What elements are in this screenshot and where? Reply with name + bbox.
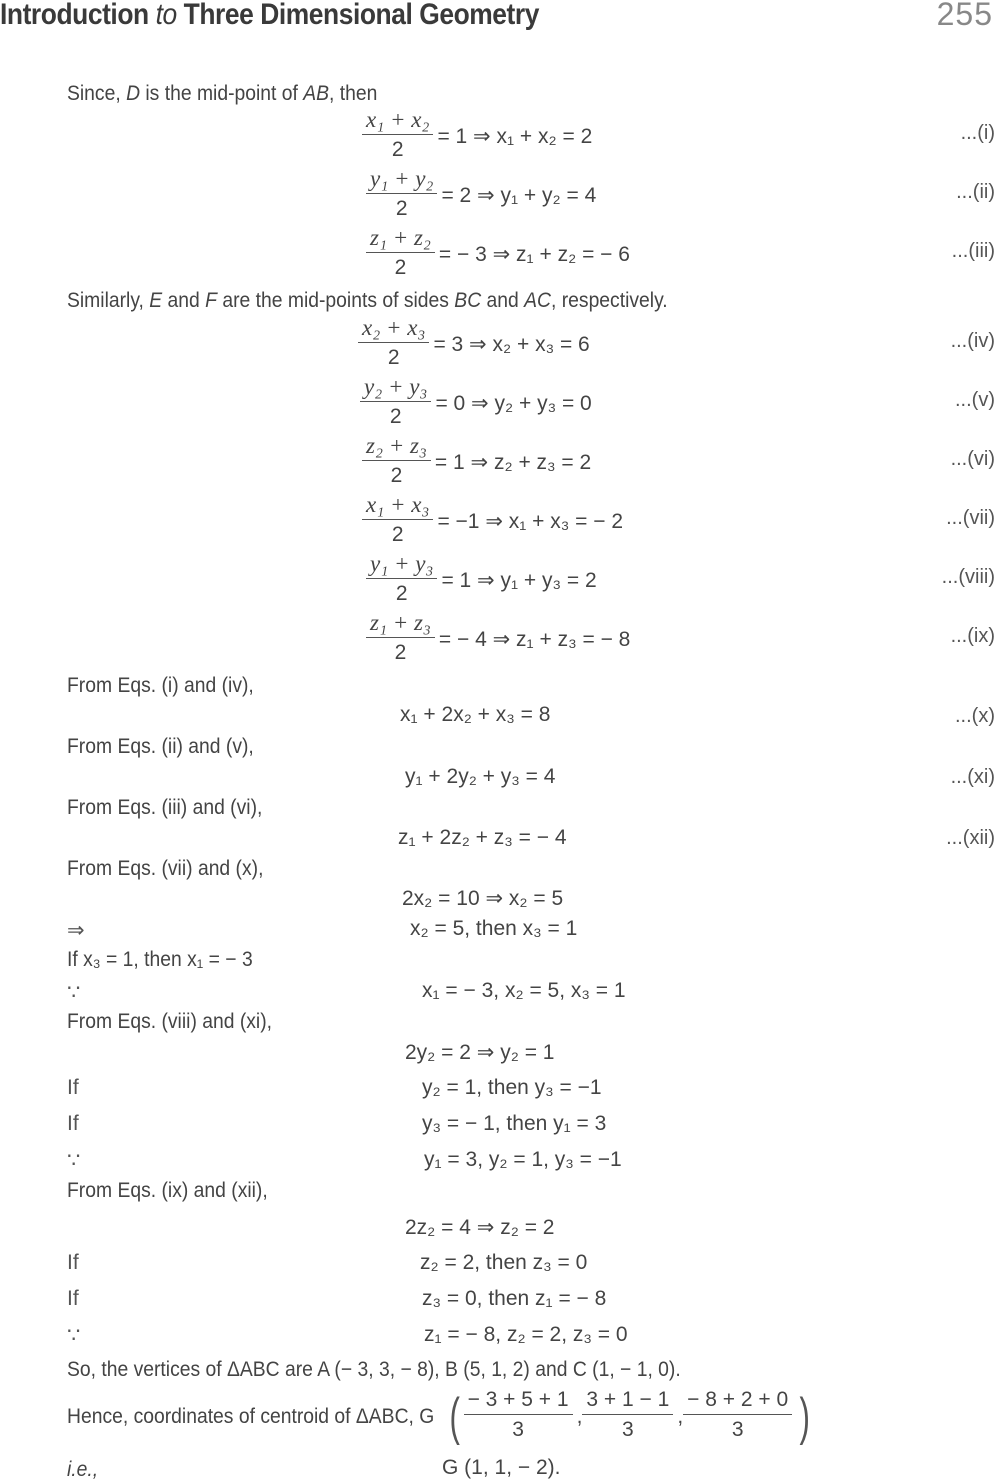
title-italic: to: [155, 0, 177, 31]
if-label: If: [67, 1251, 79, 1274]
eq-tag-vi: ...(vi): [950, 448, 995, 470]
eq-tag-i: ...(i): [960, 122, 995, 144]
label-from-viii-xi: From Eqs. (viii) and (xi),: [67, 1010, 273, 1033]
label-from-ii-v: From Eqs. (ii) and (v),: [67, 735, 254, 758]
fraction-x: [464, 1388, 573, 1445]
page-number: 255: [936, 0, 993, 32]
eq-tag-xii: ...(xii): [946, 827, 995, 849]
eq-tag-vii: ...(vii): [946, 507, 995, 529]
implies-symbol: ⇒: [67, 919, 85, 942]
eq-tag-x: ...(x): [955, 705, 995, 727]
because-symbol: ∵: [67, 1149, 81, 1172]
eq-tag-ix: ...(ix): [950, 625, 995, 647]
eq-2x2: 2x₂ = 10 ⇒ x₂ = 5: [402, 887, 564, 910]
comma: ,: [576, 1404, 583, 1428]
equation-iii: [366, 226, 630, 283]
similarly-text: [67, 289, 668, 313]
numerator: z₂ + z₃: [362, 434, 431, 461]
if-label: If: [67, 1112, 79, 1135]
fraction: [360, 375, 431, 432]
because-symbol: ∵: [67, 1324, 81, 1347]
point-d: D: [126, 82, 141, 105]
rhs: = − 3 ⇒ z₁ + z₂ = − 6: [438, 243, 630, 266]
numerator: y₂ + y₃: [360, 375, 431, 402]
text: are the mid-points of sides: [216, 289, 455, 312]
chapter-title: [0, 0, 539, 32]
numerator: 3 + 1 − 1: [582, 1388, 673, 1415]
z-result: z₁ = − 8, z₂ = 2, z₃ = 0: [424, 1323, 628, 1346]
equation-i: [362, 108, 592, 165]
eq-tag-ii: ...(ii): [956, 181, 995, 203]
side-ac: AC: [524, 289, 551, 312]
if-label: If: [67, 1076, 79, 1099]
eq-y2-then-y3: y₂ = 1, then y₃ = −1: [422, 1076, 602, 1099]
equation-v: [360, 375, 592, 432]
segment-ab: AB: [303, 82, 330, 105]
numerator: − 3 + 5 + 1: [464, 1388, 573, 1415]
eq-z2-then-z3: z₂ = 2, then z₃ = 0: [420, 1251, 588, 1274]
fraction: [366, 226, 435, 283]
title-part-2: Three Dimensional Geometry: [183, 0, 539, 31]
eq-x2-then-x3: x₂ = 5, then x₃ = 1: [410, 917, 578, 940]
if-label: If: [67, 1287, 79, 1310]
denominator: 2: [395, 582, 408, 605]
rhs: = − 4 ⇒ z₁ + z₃ = − 8: [438, 628, 631, 651]
numerator: y₁ + y₃: [366, 552, 437, 579]
eq-2y2: 2y₂ = 2 ⇒ y₂ = 1: [405, 1041, 555, 1064]
denominator: 3: [731, 1418, 744, 1441]
equation-xi: y₁ + 2y₂ + y₃ = 4: [405, 765, 556, 788]
because-symbol: ∵: [67, 981, 81, 1004]
eq-z3-then-z1: z₃ = 0, then z₁ = − 8: [422, 1287, 607, 1310]
fraction: [362, 108, 433, 165]
left-paren: (: [449, 1387, 461, 1446]
text: and: [481, 289, 525, 312]
eq-tag-v: ...(v): [955, 389, 995, 411]
point-f: F: [205, 289, 217, 312]
text: Since,: [67, 82, 127, 105]
numerator: − 8 + 2 + 0: [683, 1388, 792, 1415]
eq-tag-xi: ...(xi): [950, 766, 995, 788]
eq-tag-iv: ...(iv): [950, 330, 995, 352]
fraction: [366, 552, 437, 609]
if-x3-line: If x₃ = 1, then x₁ = − 3: [67, 948, 253, 971]
label-from-ix-xii: From Eqs. (ix) and (xii),: [67, 1179, 268, 1202]
equation-vi: [362, 434, 591, 491]
text: Similarly,: [67, 289, 150, 312]
denominator: 2: [389, 405, 402, 428]
fraction: [366, 167, 437, 224]
equation-iv: [358, 316, 590, 373]
denominator: 3: [622, 1418, 634, 1441]
denominator: 3: [512, 1418, 524, 1441]
vertices-text: So, the vertices of ΔABC are A (− 3, 3, − 8), B (5, 1, 2) and C (1, − 1, 0).: [67, 1358, 681, 1381]
equation-vii: [362, 493, 623, 550]
rhs: = 3 ⇒ x₂ + x₃ = 6: [433, 333, 590, 356]
text: , then: [329, 82, 378, 105]
numerator: x₁ + x₂: [362, 108, 433, 135]
point-e: E: [149, 289, 163, 312]
text: is the mid-point of: [140, 82, 304, 105]
rhs: = 0 ⇒ y₂ + y₃ = 0: [435, 392, 592, 415]
comma: ,: [677, 1404, 684, 1428]
numerator: x₂ + x₃: [358, 316, 429, 343]
eq-tag-iii: ...(iii): [951, 240, 995, 262]
label-from-iii-vi: From Eqs. (iii) and (vi),: [67, 796, 263, 819]
numerator: y₁ + y₂: [366, 167, 437, 194]
centroid-formula: [67, 1388, 814, 1445]
text: , respectively.: [550, 289, 668, 312]
right-paren: ): [799, 1387, 811, 1446]
eq-2z2: 2z₂ = 4 ⇒ z₂ = 2: [405, 1216, 555, 1239]
fraction: [358, 316, 429, 373]
fraction-z: [683, 1388, 792, 1445]
denominator: 2: [395, 197, 408, 220]
label-from-vii-x: From Eqs. (vii) and (x),: [67, 857, 264, 880]
rhs: = 1 ⇒ y₁ + y₃ = 2: [441, 569, 597, 592]
title-part-1: Introduction: [0, 0, 149, 31]
intro-text: [67, 82, 377, 106]
ie-label: i.e.,: [67, 1458, 99, 1481]
centroid-label: Hence, coordinates of centroid of ΔABC, G: [67, 1404, 435, 1428]
denominator: 2: [391, 523, 404, 546]
centroid-result: G (1, 1, − 2).: [442, 1456, 561, 1479]
rhs: = 1 ⇒ x₁ + x₂ = 2: [437, 125, 593, 148]
side-bc: BC: [454, 289, 482, 312]
y-result: y₁ = 3, y₂ = 1, y₃ = −1: [424, 1148, 622, 1171]
equation-viii: [366, 552, 597, 609]
rhs: = 1 ⇒ z₂ + z₃ = 2: [434, 451, 592, 474]
x-result: x₁ = − 3, x₂ = 5, x₃ = 1: [422, 979, 626, 1002]
numerator: z₁ + z₃: [366, 611, 435, 638]
denominator: 2: [390, 464, 403, 487]
denominator: 2: [391, 138, 404, 161]
eq-tag-viii: ...(viii): [941, 566, 995, 588]
denominator: 2: [387, 346, 400, 369]
equation-ii: [366, 167, 596, 224]
numerator: x₁ + x₃: [362, 493, 433, 520]
equation-x: x₁ + 2x₂ + x₃ = 8: [400, 703, 551, 726]
denominator: 2: [394, 256, 407, 279]
equation-ix: [366, 611, 630, 668]
eq-y3-then-y1: y₃ = − 1, then y₁ = 3: [422, 1112, 607, 1135]
equation-xii: z₁ + 2z₂ + z₃ = − 4: [398, 826, 567, 849]
denominator: 2: [394, 641, 407, 664]
rhs: = −1 ⇒ x₁ + x₃ = − 2: [437, 510, 624, 533]
fraction: [366, 611, 435, 668]
numerator: z₁ + z₂: [366, 226, 435, 253]
fraction-y: [582, 1388, 673, 1445]
text: and: [162, 289, 206, 312]
fraction: [362, 434, 431, 491]
rhs: = 2 ⇒ y₁ + y₂ = 4: [441, 184, 597, 207]
fraction: [362, 493, 433, 550]
label-from-i-iv: From Eqs. (i) and (iv),: [67, 674, 254, 697]
